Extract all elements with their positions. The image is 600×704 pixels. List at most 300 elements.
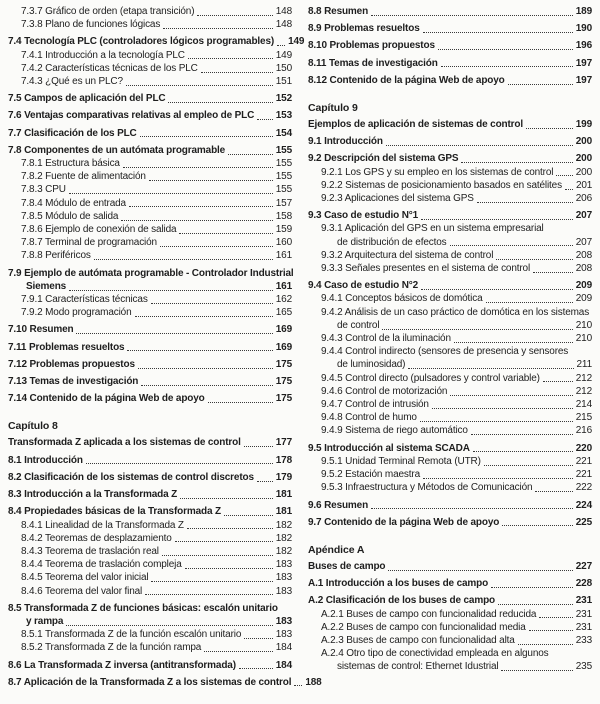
toc-line — [8, 505, 292, 518]
page-number: 154 — [275, 127, 292, 139]
dotted-leader — [123, 167, 273, 168]
toc-line — [308, 74, 592, 87]
toc-line — [8, 62, 292, 75]
entry-text: 7.8.4 Módulo de entrada — [21, 197, 126, 209]
entry-text: 9.4.5 Control directo (pulsadores y control variable) — [321, 372, 540, 384]
page-number: 175 — [275, 393, 292, 405]
dotted-leader — [382, 329, 572, 330]
dotted-leader — [187, 528, 273, 529]
toc-entry — [8, 488, 292, 501]
entry-text: 8.5.1 Transformada Z de la función escalón unitario — [21, 629, 242, 641]
toc-entry — [8, 249, 292, 262]
dotted-leader — [135, 316, 273, 317]
page-number: 182 — [275, 532, 292, 544]
toc-entry — [308, 292, 592, 305]
dotted-leader — [502, 525, 573, 526]
toc-entry — [308, 262, 592, 275]
toc-line — [308, 468, 592, 481]
toc-entry — [308, 332, 592, 345]
toc-entry — [8, 267, 292, 293]
entry-text: 9.5.3 Infraestructura y Métodos de Comunicación — [321, 482, 533, 494]
entry-text: 7.10 Resumen — [8, 324, 74, 336]
dotted-leader — [423, 32, 573, 33]
page-number: 189 — [575, 6, 592, 17]
toc-entry — [8, 183, 292, 196]
entry-text: 8.6 La Transformada Z inversa (antitransformada) — [8, 659, 236, 671]
entry-text: Buses de campo — [308, 560, 386, 572]
dotted-leader — [421, 219, 573, 220]
dotted-leader — [244, 638, 272, 639]
dotted-leader — [491, 587, 573, 588]
page-number: 233 — [575, 634, 592, 646]
toc-line — [308, 621, 592, 634]
dotted-leader — [86, 463, 273, 464]
toc-column-left — [8, 5, 322, 700]
toc-line — [8, 18, 292, 31]
dotted-leader — [239, 668, 273, 669]
toc-entry — [8, 659, 292, 672]
dotted-leader — [179, 233, 272, 234]
dotted-leader — [423, 478, 573, 479]
dotted-leader — [526, 128, 573, 129]
toc-line — [308, 179, 592, 192]
page-number: 155 — [275, 171, 292, 183]
page-number: 175 — [275, 358, 292, 370]
entry-text: de distribución de efectos — [337, 236, 447, 248]
dotted-leader — [175, 541, 273, 542]
dotted-leader — [204, 651, 273, 652]
dotted-leader — [244, 446, 273, 447]
page-number: 169 — [275, 341, 292, 353]
entry-text: 7.8 Componentes de un autómata programable — [8, 144, 226, 156]
toc-line — [8, 236, 292, 249]
toc-entry — [8, 392, 292, 405]
toc-line — [308, 22, 592, 35]
page-number: 188 — [305, 676, 322, 688]
page-number: 179 — [275, 471, 292, 483]
toc-line — [8, 75, 292, 88]
entry-text: 7.11 Problemas resueltos — [8, 341, 125, 353]
entry-text: A.1 Introducción a los buses de campo — [308, 578, 489, 590]
toc-entry — [308, 179, 592, 192]
toc-entry — [8, 558, 292, 571]
page-number: 200 — [575, 153, 592, 165]
toc-line — [8, 602, 292, 615]
entry-text: 7.5 Campos de aplicación del PLC — [8, 93, 166, 105]
dotted-leader — [126, 85, 273, 86]
toc-line — [308, 660, 592, 673]
toc-entry — [8, 109, 292, 122]
toc-line — [308, 39, 592, 52]
entry-text: 7.3.7 Gráfico de orden (etapa transición) — [21, 6, 195, 17]
entry-text: 7.6 Ventajas comparativas relativas al empleo de PLC — [8, 110, 255, 122]
toc-entry — [8, 628, 292, 641]
toc-line — [8, 306, 292, 319]
toc-line — [308, 319, 592, 332]
toc-line — [308, 481, 592, 494]
entry-text: 9.4.9 Sistema de riego automático — [321, 425, 468, 437]
entry-text: Transformada Z aplicada a los sistemas de control — [8, 437, 241, 449]
page-number: 183 — [275, 629, 292, 641]
toc-entry — [8, 35, 305, 48]
toc-entry — [308, 306, 592, 332]
page-number: 155 — [275, 184, 292, 196]
entry-text: 7.4 Tecnología PLC (controladores lógicos programables) — [8, 36, 275, 48]
dotted-leader — [294, 685, 302, 686]
entry-text: 9.6 Resumen — [308, 499, 369, 511]
toc-line — [308, 385, 592, 398]
toc-line — [308, 57, 592, 70]
entry-text: 9.4.1 Conceptos básicos de domótica — [321, 293, 483, 305]
dotted-leader — [471, 434, 573, 435]
page-number: 155 — [275, 144, 292, 156]
toc-line — [8, 35, 305, 48]
entry-text: de luminosidad) — [337, 359, 406, 371]
toc-entry — [8, 436, 292, 449]
dotted-leader — [94, 259, 273, 260]
toc-entry — [8, 532, 292, 545]
page-number: 161 — [275, 280, 292, 292]
entry-text: 8.4 Propiedades básicas de la Transformada Z — [8, 506, 221, 518]
toc-line — [8, 293, 292, 306]
toc-line — [308, 398, 592, 411]
toc-entry — [308, 135, 592, 148]
toc-line — [308, 608, 592, 621]
toc-entry — [308, 209, 592, 222]
toc-entry — [8, 92, 292, 105]
page-number: 209 — [575, 280, 592, 292]
toc-line — [308, 292, 592, 305]
toc-entry — [8, 223, 292, 236]
entry-text: 9.3 Caso de estudio N°1 — [308, 210, 419, 222]
toc-entry — [8, 641, 292, 654]
page-number: 221 — [575, 455, 592, 467]
dotted-leader — [208, 402, 273, 403]
toc-entry — [308, 621, 592, 634]
page-number: 162 — [275, 294, 292, 306]
toc-line — [308, 424, 592, 437]
dotted-leader — [149, 180, 273, 181]
dotted-leader — [498, 604, 573, 605]
toc-entry — [8, 49, 292, 62]
toc-line — [308, 455, 592, 468]
toc-line — [308, 516, 592, 529]
toc-entry — [308, 516, 592, 529]
dotted-leader — [484, 465, 573, 466]
entry-text: 9.2.2 Sistemas de posicionamiento basados en satélites — [321, 179, 562, 191]
toc-entry — [308, 634, 592, 647]
entry-text: de control — [337, 319, 380, 331]
dotted-leader — [450, 395, 572, 396]
page-number: 148 — [275, 6, 292, 17]
toc-entry — [308, 468, 592, 481]
page-number: 175 — [275, 376, 292, 388]
toc-line — [8, 280, 292, 293]
toc-entry — [308, 222, 592, 248]
dotted-leader — [188, 58, 273, 59]
chapter-heading: Capítulo 9 — [308, 102, 358, 115]
toc-line — [308, 372, 592, 385]
entry-text: 8.3 Introducción a la Transformada Z — [8, 489, 178, 501]
page-number: 210 — [575, 319, 592, 331]
page-number: 211 — [576, 359, 592, 371]
dotted-leader — [556, 175, 572, 176]
page-number: 190 — [575, 23, 592, 35]
page-number: 196 — [575, 40, 592, 52]
toc-line — [308, 560, 592, 573]
page-number: 221 — [575, 469, 592, 481]
dotted-leader — [473, 451, 573, 452]
toc-line — [8, 323, 292, 336]
entry-text: 8.4.3 Teorema de traslación real — [21, 545, 159, 557]
entry-text: A.2.1 Buses de campo con funcionalidad reducida — [321, 608, 537, 620]
page-number: 157 — [275, 197, 292, 209]
entry-text: 7.9.2 Modo programación — [21, 307, 132, 319]
toc-column-right — [308, 5, 592, 700]
toc-entry — [308, 398, 592, 411]
dotted-leader — [501, 670, 572, 671]
entry-text: 7.8.8 Periféricos — [21, 250, 91, 262]
toc-entry — [308, 385, 592, 398]
entry-text: 7.8.3 CPU — [21, 184, 66, 196]
entry-text: 9.3.2 Arquitectura del sistema de control — [321, 249, 494, 261]
toc-line — [8, 532, 292, 545]
dotted-leader — [151, 303, 273, 304]
page-number: 216 — [575, 425, 592, 437]
entry-text: 7.4.1 Introducción a la tecnología PLC — [21, 49, 185, 61]
page-number: 208 — [575, 263, 592, 275]
entry-text: Siemens — [26, 280, 67, 292]
page-number: 225 — [575, 516, 592, 528]
entry-text: 9.5 Introducción al sistema SCADA — [308, 442, 470, 454]
entry-text: 9.1 Introducción — [308, 136, 383, 148]
dotted-leader — [151, 581, 272, 582]
toc-line — [308, 209, 592, 222]
toc-entry — [8, 157, 292, 170]
page-number: 155 — [275, 158, 292, 170]
page-number: 199 — [575, 119, 592, 131]
toc-entry — [308, 74, 592, 87]
toc-line — [8, 641, 292, 654]
page-number: 178 — [275, 454, 292, 466]
toc-entry — [308, 560, 592, 573]
toc-line — [8, 210, 292, 223]
toc-line — [8, 558, 292, 571]
dotted-leader — [508, 84, 573, 85]
page-number: 235 — [575, 661, 592, 673]
entry-text: 9.7 Contenido de la página Web de apoyo — [308, 516, 500, 528]
entry-text: 9.5.1 Unidad Terminal Remota (UTR) — [321, 455, 481, 467]
toc-line — [8, 197, 292, 210]
toc-line — [8, 585, 292, 598]
page-number: 210 — [575, 333, 592, 345]
dotted-leader — [477, 202, 573, 203]
toc-entry — [308, 57, 592, 70]
toc-line — [8, 571, 292, 584]
dotted-leader — [228, 154, 273, 155]
dotted-leader — [163, 28, 273, 29]
page-number: 207 — [575, 236, 592, 248]
dotted-leader — [371, 508, 573, 509]
entry-text: 7.3.8 Plano de funciones lógicas — [21, 19, 161, 31]
entry-text: 7.8.1 Estructura básica — [21, 158, 120, 170]
toc-line — [308, 634, 592, 647]
chapter-heading: Apéndice A — [308, 543, 365, 556]
entry-text: 7.8.2 Fuente de alimentación — [21, 171, 146, 183]
toc-entry — [8, 75, 292, 88]
dotted-leader — [277, 45, 285, 46]
page-number: 152 — [275, 93, 292, 105]
page-number: 181 — [275, 506, 292, 518]
page-number: 224 — [575, 499, 592, 511]
toc-line — [8, 454, 292, 467]
page-number: 159 — [275, 224, 292, 236]
toc-entry — [8, 62, 292, 75]
toc-line — [8, 676, 322, 689]
entry-text: A.2.4 Otro tipo de conectividad empleada en algunos — [321, 648, 549, 660]
page-number: 184 — [275, 659, 292, 671]
entry-text: 8.4.2 Teoremas de desplazamiento — [21, 532, 172, 544]
page-number: 169 — [275, 324, 292, 336]
entry-text: 7.9 Ejemplo de autómata programable - Controlador Industrial — [8, 267, 294, 279]
toc-line — [8, 436, 292, 449]
dotted-leader — [140, 136, 273, 137]
dotted-leader — [529, 630, 573, 631]
page-number: 206 — [575, 193, 592, 205]
entry-text: 8.12 Contenido de la página Web de apoyo — [308, 74, 505, 86]
page-number: 231 — [575, 608, 592, 620]
entry-text: 8.8 Resumen — [308, 6, 369, 17]
toc-line — [8, 5, 292, 18]
page-number: 201 — [575, 179, 593, 191]
toc-line — [8, 49, 292, 62]
toc-line — [8, 109, 292, 122]
entry-text: sistemas de control: Ethernet Idustrial — [337, 661, 499, 673]
page-number: 149 — [288, 36, 305, 48]
toc-entry — [308, 424, 592, 437]
dotted-leader — [565, 189, 573, 190]
dotted-leader — [388, 570, 572, 571]
toc-entry — [308, 166, 592, 179]
dotted-leader — [432, 408, 573, 409]
entry-text: A.2.2 Buses de campo con funcionalidad media — [321, 621, 526, 633]
entry-text: A.2 Clasificación de los buses de campo — [308, 595, 495, 607]
dotted-leader — [496, 259, 572, 260]
dotted-leader — [160, 246, 273, 247]
toc-line — [8, 375, 292, 388]
toc-line — [308, 166, 592, 179]
dotted-leader — [129, 206, 273, 207]
dotted-leader — [450, 245, 573, 246]
toc-entry — [8, 5, 292, 18]
page-number: 153 — [275, 110, 292, 122]
dotted-leader — [535, 491, 572, 492]
toc-entry — [308, 594, 592, 607]
toc-line — [8, 659, 292, 672]
entry-text: A.2.3 Buses de campo con funcionalidad alta — [321, 634, 515, 646]
dotted-leader — [539, 617, 572, 618]
dotted-leader — [454, 342, 573, 343]
toc-line — [308, 262, 592, 275]
entry-text: 8.9 Problemas resueltos — [308, 23, 420, 35]
toc-entry — [8, 505, 292, 518]
toc-entry — [308, 411, 592, 424]
toc-entry — [8, 293, 292, 306]
toc-line — [8, 615, 292, 628]
page-number: 228 — [575, 578, 592, 590]
entry-text: 8.11 Temas de investigación — [308, 57, 438, 69]
toc-entry — [8, 144, 292, 157]
toc-entry — [8, 454, 292, 467]
toc-line — [308, 135, 592, 148]
entry-text: 7.7 Clasificación de los PLC — [8, 127, 137, 139]
toc-line — [8, 341, 292, 354]
page-number: 161 — [275, 250, 292, 262]
entry-text: 9.4.4 Control indirecto (sensores de presencia y sensores — [321, 346, 569, 358]
entry-text: 9.3.3 Señales presentes en el sistema de control — [321, 263, 531, 275]
page-number: 227 — [575, 560, 592, 572]
entry-text: 7.4.3 ¿Qué es un PLC? — [21, 76, 123, 88]
entry-text: 8.4.5 Teorema del valor inicial — [21, 572, 149, 584]
entry-text: 9.4.6 Control de motorización — [321, 385, 448, 397]
dotted-leader — [141, 385, 272, 386]
entry-text: 9.2 Descripción del sistema GPS — [308, 153, 459, 165]
page-number: 158 — [275, 210, 292, 222]
page-number: 197 — [575, 57, 592, 69]
dotted-leader — [371, 15, 573, 16]
toc-line — [8, 471, 292, 484]
dotted-leader — [66, 625, 272, 626]
entry-text: 8.5 Transformada Z de funciones básicas: escalón unitario — [8, 602, 278, 614]
dotted-leader — [69, 290, 273, 291]
dotted-leader — [543, 381, 573, 382]
entry-text: 7.8.7 Terminal de programación — [21, 237, 157, 249]
toc-entry — [308, 481, 592, 494]
toc-line — [8, 157, 292, 170]
toc-line — [308, 192, 592, 205]
toc-entry — [308, 152, 592, 165]
toc-line — [8, 92, 292, 105]
toc-line — [308, 222, 592, 235]
entry-text: 8.4.4 Teorema de traslación compleja — [21, 559, 182, 571]
page-number: 183 — [275, 615, 292, 627]
toc-entry — [8, 18, 292, 31]
toc-entry — [8, 545, 292, 558]
toc-entry — [8, 358, 292, 371]
page-number: 183 — [275, 585, 292, 597]
page-number: 231 — [575, 595, 592, 607]
toc-line — [308, 594, 592, 607]
entry-text: 7.14 Contenido de la página Web de apoyo — [8, 393, 205, 405]
dotted-leader — [197, 15, 272, 16]
toc-line — [308, 499, 592, 512]
entry-text: y rampa — [26, 615, 64, 627]
toc-line — [308, 358, 592, 371]
dotted-leader — [486, 302, 573, 303]
toc-line — [8, 545, 292, 558]
toc-entry — [8, 306, 292, 319]
entry-text: 9.2.3 Aplicaciones del sistema GPS — [321, 193, 474, 205]
page-number: 200 — [575, 136, 592, 148]
dotted-leader — [408, 368, 573, 369]
page-number: 197 — [575, 74, 592, 86]
entry-text: 7.12 Problemas propuestos — [8, 358, 135, 370]
entry-text: 7.8.5 Módulo de salida — [21, 210, 119, 222]
page-number: 215 — [575, 412, 592, 424]
page-number: 150 — [275, 62, 292, 74]
page-number: 177 — [275, 437, 292, 449]
page-number: 207 — [575, 210, 592, 222]
